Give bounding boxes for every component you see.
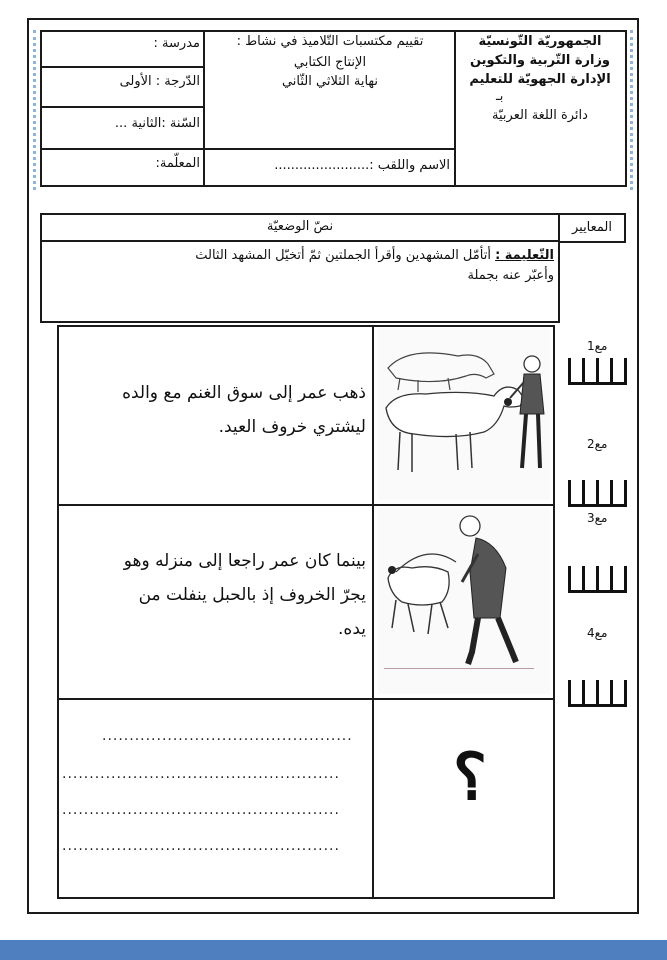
scene-2-line-3: يده.: [338, 619, 366, 639]
answer-line-4[interactable]: ...................................................: [62, 838, 340, 854]
criterion-3-score-box[interactable]: [568, 566, 627, 593]
criterion-2-score-box[interactable]: [568, 480, 627, 507]
department-text: دائرة اللغة العربيّة: [492, 108, 588, 123]
instruction-block: [46, 246, 554, 286]
year-field: السّنة :الثانية ...: [114, 116, 200, 131]
margin-dots-right: [630, 30, 633, 190]
scene-1-text: [66, 376, 366, 444]
teacher-field[interactable]: المعلّمة:: [155, 156, 200, 171]
criterion-3-label: مع3: [587, 511, 608, 525]
situation-title: نصّ الوضعيّة: [266, 219, 334, 234]
school-field[interactable]: مدرسة :: [153, 36, 200, 51]
row-line-3: [40, 148, 455, 150]
activity-name: الإنتاج الكتابي: [293, 55, 367, 70]
instruction-text-2: وأعبّر عنه بجملة: [467, 268, 554, 283]
header-divider-1: [454, 30, 456, 187]
evaluation-block: [208, 34, 452, 89]
answer-line-2[interactable]: ...................................................: [62, 766, 340, 782]
scene-row-line-1: [57, 504, 555, 506]
criterion-4-label: مع4: [587, 626, 608, 640]
evaluation-title: تقييم مكتسبات التّلاميذ في نشاط :: [236, 34, 424, 49]
criterion-4-score-box[interactable]: [568, 680, 627, 707]
criterion-1-label: مع1: [587, 339, 608, 353]
margin-dots-left: [33, 30, 36, 190]
scene-1-illustration: [378, 328, 550, 500]
criterion-1-score-box[interactable]: [568, 358, 627, 385]
header-divider-2: [203, 30, 205, 187]
scene-2-line-2: يجرّ الخروف إذ بالحبل ينفلت من: [138, 585, 366, 605]
scene-1-line-2: ليشتري خروف العيد.: [218, 417, 366, 437]
grade-field: الدّرجة : الأولى: [119, 74, 200, 89]
scene-row-line-2: [57, 698, 555, 700]
row-line-2: [40, 106, 204, 108]
instruction-text-1: أتأمّل المشهدين وأقرأ الجملتين ثمّ أتخيّل المشهد الثالث: [195, 248, 491, 263]
scene-1-line-1: ذهب عمر إلى سوق الغنم مع والده: [122, 383, 366, 403]
ministry-block: [460, 34, 620, 123]
scene-2-illustration: [378, 508, 550, 694]
bottom-band: [0, 940, 667, 960]
question-mark: ؟: [453, 740, 487, 815]
answer-lines[interactable]: [62, 728, 368, 874]
answer-line-3[interactable]: ...................................................: [62, 802, 340, 818]
answer-line-1[interactable]: ..............................................: [102, 728, 353, 744]
instruction-label: التّعليمة :: [495, 248, 554, 263]
criteria-header: المعايير: [571, 220, 613, 235]
scene-2-text: [66, 544, 366, 646]
period-text: نهاية الثلاثي الثّاني: [281, 74, 379, 89]
republic-text: الجمهوريّة التّونسيّة: [478, 34, 602, 49]
scene-2-line-1: بينما كان عمر راجعا إلى منزله وهو: [123, 551, 366, 571]
regional-admin-text: الإدارة الجهويّة للتعليم: [469, 72, 611, 87]
ministry-text: وزارة التّربية والتكوين: [469, 53, 611, 68]
situation-title-line: [40, 240, 560, 242]
criterion-2-label: مع2: [587, 437, 608, 451]
student-name-field[interactable]: الاسم واللقب :.......................: [274, 158, 450, 173]
scenes-col-divider: [372, 325, 374, 899]
row-line-1: [40, 66, 204, 68]
region-prefix: بـ: [496, 89, 504, 104]
